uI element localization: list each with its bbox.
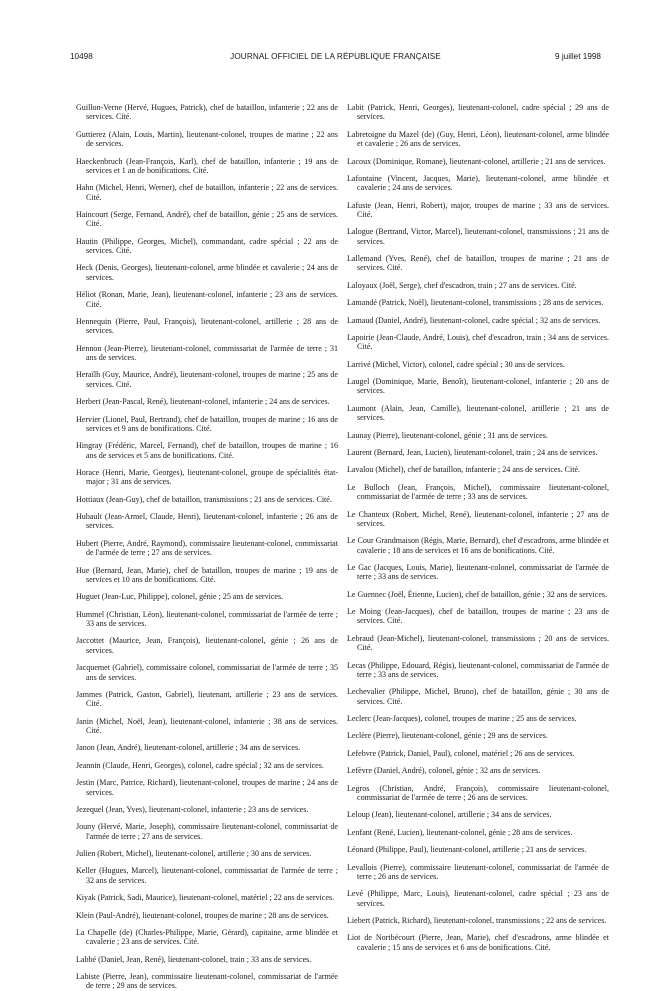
list-entry: Levé (Philippe, Marc, Louis), lieutenant-colonel, cadre spécial ; 23 ans de services. xyxy=(347,889,609,908)
list-entry: Larrivé (Michel, Victor), colonel, cadre spécial ; 30 ans de services. xyxy=(347,359,565,369)
list-entry: Hautin (Philippe, Georges, Michel), commandant, cadre spécial ; 22 ans de services. Cité. xyxy=(76,236,338,256)
page-number: 10498 xyxy=(70,52,93,61)
list-entry: Jammes (Patrick, Gaston, Gabriel), lieutenant, artillerie ; 23 ans de services. Cité. xyxy=(76,689,338,709)
list-entry: Hummel (Christian, Léon), lieutenant-colonel, commissariat de l'armée de terre ; 33 ans de services. xyxy=(76,609,338,629)
list-entry: Hahn (Michel, Henri, Werner), chef de bataillon, infanterie ; 22 ans de services. Cité. xyxy=(76,183,338,202)
list-entry: Liot de Nortbécourt (Pierre, Jean, Marie), chef d'escadrons, arme blindée et cavalerie ; 15 ans de services et 6 ans de bonifications. Cité. xyxy=(347,933,609,952)
list-entry: Jestin (Marc, Patrice, Richard), lieutenant-colonel, troupes de marine ; 24 ans de services. xyxy=(76,778,338,797)
list-entry: Hennequin (Pierre, Paul, François), lieutenant-colonel, artillerie ; 28 ans de services. xyxy=(76,316,338,336)
list-entry: Jaccottet (Maurice, Jean, François), lieutenant-colonel, génie ; 26 ans de services. xyxy=(76,636,338,655)
list-entry: Labiste (Pierre, Jean), commissaire lieutenant-colonel, commissariat de l'armée de terre ; 29 ans de services. xyxy=(76,972,338,991)
list-entry: Haincourt (Serge, Fernand, André), chef de bataillon, génie ; 25 ans de services. Cité. xyxy=(76,209,338,229)
list-entry: Hervier (Lionel, Paul, Bertrand), chef de bataillon, troupes de marine ; 16 ans de services et 9 ans de bonifications. Cité. xyxy=(76,414,338,433)
list-entry: Lacoux (Dominique, Romane), lieutenant-colonel, artillerie ; 21 ans de services. xyxy=(347,156,606,166)
list-entry: Levallois (Pierre), commissaire lieutenant-colonel, commissariat de l'armée de terre ; 26 ans de services. xyxy=(347,862,609,881)
list-entry: Guttierez (Alain, Louis, Martin), lieutenant-colonel, troupes de marine ; 22 ans de services. xyxy=(76,129,338,149)
list-entry: Lamaud (Daniel, André), lieutenant-colonel, cadre spécial ; 32 ans de services. xyxy=(347,315,601,325)
list-entry: Huguet (Jean-Luc, Philippe), colonel, génie ; 25 ans de services. xyxy=(76,592,284,602)
journal-title: JOURNAL OFFICIEL DE LA RÉPUBLIQUE FRANÇAISE xyxy=(230,52,441,61)
list-entry: Launay (Pierre), lieutenant-colonel, génie ; 31 ans de services. xyxy=(347,430,548,440)
list-entry: Lefèvre (Daniel, André), colonel, génie ; 32 ans de services. xyxy=(347,766,541,776)
list-entry: Heck (Denis, Georges), lieutenant-colonel, arme blindée et cavalerie ; 24 ans de services. xyxy=(76,263,338,282)
list-entry: Janon (Jean, André), lieutenant-colonel, artillerie ; 34 ans de services. xyxy=(76,743,301,753)
list-entry: Hubert (Pierre, André, Raymond), commissaire lieutenant-colonel, commissariat de l'armée de terre ; 27 ans de services. xyxy=(76,538,338,558)
page-header xyxy=(70,52,601,64)
list-entry: Laugel (Dominique, Marie, Benoît), lieutenant-colonel, infanterie ; 20 ans de services. xyxy=(347,377,609,396)
list-entry: Le Chanteux (Robert, Michel, René), lieutenant-colonel, infanterie ; 27 ans de services. xyxy=(347,509,609,528)
list-entry: Lalogue (Bertrand, Victor, Marcel), lieutenant-colonel, transmissions ; 21 ans de services. xyxy=(347,227,609,246)
list-entry: Jacquemet (Gabriel), commissaire colonel, commissariat de l'armée de terre ; 35 ans de services. xyxy=(76,663,338,682)
list-entry: Laloyaux (Joël, Serge), chef d'escadron, train ; 27 ans de services. Cité. xyxy=(347,280,577,290)
list-entry: Guillon-Verne (Hervé, Hugues, Patrick), chef de bataillon, infanterie ; 22 ans de services. Cité. xyxy=(76,103,338,122)
list-entry: Labit (Patrick, Henri, Georges), lieutenant-colonel, cadre spécial ; 29 ans de services. xyxy=(347,103,609,122)
list-entry: Jeannin (Claude, Henri, Georges), colonel, cadre spécial ; 32 ans de services. xyxy=(76,760,324,770)
list-entry: Keller (Hugues, Marcel), lieutenant-colonel, commissariat de l'armée de terre ; 32 ans de services. xyxy=(76,866,338,885)
list-entry: Hubault (Jean-Armel, Claude, Henri), lieutenant-colonel, infanterie ; 26 ans de services. xyxy=(76,512,338,531)
list-entry: Kiyak (Patrick, Sadi, Maurice), lieutenant-colonel, matériel ; 22 ans de services. xyxy=(76,893,335,903)
list-entry: Lavalou (Michel), chef de bataillon, infanterie ; 24 ans de services. Cité. xyxy=(347,465,581,475)
list-entry: Hottiaux (Jean-Guy), chef de bataillon, transmissions ; 21 ans de services. Cité. xyxy=(76,494,332,504)
list-entry: La Chapelle (de) (Charles-Philippe, Marie, Gérard), capitaine, arme blindée et cavalerie ; 23 ans de services. Cité. xyxy=(76,927,338,947)
list-entry: Lechevalier (Philippe, Michel, Bruno), chef de bataillon, génie ; 30 ans de services. Cité. xyxy=(347,687,609,706)
left-column xyxy=(76,95,338,991)
list-entry: Le Bulloch (Jean, François, Michel), commissaire lieutenant-colonel, commissariat de l'armée de terre ; 33 ans de services. xyxy=(347,482,609,502)
publication-date: 9 juillet 1998 xyxy=(555,52,601,61)
list-entry: Léonard (Philippe, Paul), lieutenant-colonel, artillerie ; 21 ans de services. xyxy=(347,845,587,855)
list-entry: Lallemand (Yves, René), chef de bataillon, troupes de marine ; 21 ans de services. Cité. xyxy=(347,254,609,273)
list-entry: Le Gac (Jacques, Louis, Marie), lieutenant-colonel, commissariat de l'armée de terre ; 33 ans de services. xyxy=(347,562,609,582)
list-entry: Le Guennec (Joël, Étienne, Lucien), chef de bataillon, génie ; 32 ans de services. xyxy=(347,589,608,599)
list-entry: Hennon (Jean-Pierre), lieutenant-colonel, commissariat de l'armée de terre ; 31 ans de services. xyxy=(76,343,338,362)
list-entry: Jezequel (Jean, Yves), lieutenant-colonel, infanterie ; 23 ans de services. xyxy=(76,804,309,814)
list-entry: Lebraud (Jean-Michel), lieutenant-colonel, transmissions ; 20 ans de services. Cité. xyxy=(347,633,609,653)
list-entry: Hue (Bernard, Jean, Marie), chef de bataillon, troupes de marine ; 19 ans de services et 10 ans de bonifications. Cité. xyxy=(76,565,338,584)
list-entry: Leclerc (Jean-Jacques), colonel, troupes de marine ; 25 ans de services. xyxy=(347,714,577,724)
list-entry: Lefebvre (Patrick, Daniel, Paul), colonel, matériel ; 26 ans de services. xyxy=(347,748,575,758)
list-entry: Janin (Michel, Noël, Jean), lieutenant-colonel, infanterie ; 38 ans de services. Cité. xyxy=(76,716,338,735)
list-entry: Héliot (Ronan, Marie, Jean), lieutenant-colonel, infanterie ; 23 ans de services. Cité. xyxy=(76,290,338,309)
list-entry: Laurent (Bernard, Jean, Lucien), lieutenant-colonel, train ; 24 ans de services. xyxy=(347,448,598,457)
list-entry: Liebert (Patrick, Richard), lieutenant-colonel, transmissions ; 22 ans de services. xyxy=(347,915,607,925)
list-entry: Le Moing (Jean-Jacques), chef de bataillon, troupes de marine ; 23 ans de services. Cité. xyxy=(347,607,609,626)
list-entry: Julien (Robert, Michel), lieutenant-colonel, artillerie ; 30 ans de services. xyxy=(76,849,312,859)
list-entry: Lamandé (Patrick, Noël), lieutenant-colonel, transmissions ; 28 ans de services. xyxy=(347,298,604,308)
list-entry: Laumont (Alain, Jean, Camille), lieutenant-colonel, artillerie ; 21 ans de services. xyxy=(347,403,609,423)
list-entry: Lafuste (Jean, Henri, Robert), major, troupes de marine ; 33 ans de services. Cité. xyxy=(347,200,609,219)
list-entry: Labretoigne du Mazel (de) (Guy, Henri, Léon), lieutenant-colonel, arme blindée et cavalerie ; 26 ans de services. xyxy=(347,129,609,149)
list-entry: Heraïlh (Guy, Maurice, André), lieutenant-colonel, troupes de marine ; 25 ans de services. Cité. xyxy=(76,370,338,389)
list-entry: Lafontaine (Vincent, Jacques, Marie), lieutenant-colonel, arme blindée et cavalerie ; 24 ans de services. xyxy=(347,173,609,193)
list-entry: Lapoirie (Jean-Claude, André, Louis), chef d'escadron, train ; 34 ans de services. Cité. xyxy=(347,333,609,352)
list-entry: Leclère (Pierre), lieutenant-colonel, génie ; 29 ans de services. xyxy=(347,731,548,741)
list-entry: Lenfant (René, Lucien), lieutenant-colonel, génie ; 28 ans de services. xyxy=(347,827,573,837)
list-entry: Hingray (Frédéric, Marcel, Fernand), chef de bataillon, troupes de marine ; 16 ans de services et 5 ans de bonifications. Cité. xyxy=(76,441,338,460)
list-entry: Le Cour Grandmaison (Régis, Marie, Bernard), chef d'escadrons, arme blindée et cavalerie ; 18 ans de services et 16 ans de bonifications. Cité. xyxy=(347,536,609,555)
list-entry: Leloup (Jean), lieutenant-colonel, artillerie ; 34 ans de services. xyxy=(347,810,552,820)
list-entry: Legros (Christian, André, François), commissaire lieutenant-colonel, commissariat de l'armée de terre ; 26 ans de services. xyxy=(347,783,609,802)
list-entry: Labbé (Daniel, Jean, René), lieutenant-colonel, train ; 33 ans de services. xyxy=(76,954,312,964)
list-entry: Herbert (Jean-Pascal, René), lieutenant-colonel, infanterie ; 24 ans de services. xyxy=(76,397,330,407)
list-entry: Klein (Paul-André), lieutenant-colonel, troupes de marine ; 28 ans de services. xyxy=(76,910,329,920)
list-entry: Jouny (Hervé, Marie, Joseph), commissaire lieutenant-colonel, commissariat de l'armée de terre ; 27 ans de services. xyxy=(76,822,338,841)
list-entry: Lecas (Philippe, Edouard, Régis), lieutenant-colonel, commissariat de l'armée de terre ; 33 ans de services. xyxy=(347,660,609,679)
list-entry: Horace (Henri, Marie, Georges), lieutenant-colonel, groupe de spécialités état-major ; 31 ans de services. xyxy=(76,467,338,487)
right-column xyxy=(347,95,609,953)
list-entry: Haeckenbruch (Jean-François, Karl), chef de bataillon, infanterie ; 19 ans de services et 1 an de bonifications. Cité. xyxy=(76,156,338,175)
